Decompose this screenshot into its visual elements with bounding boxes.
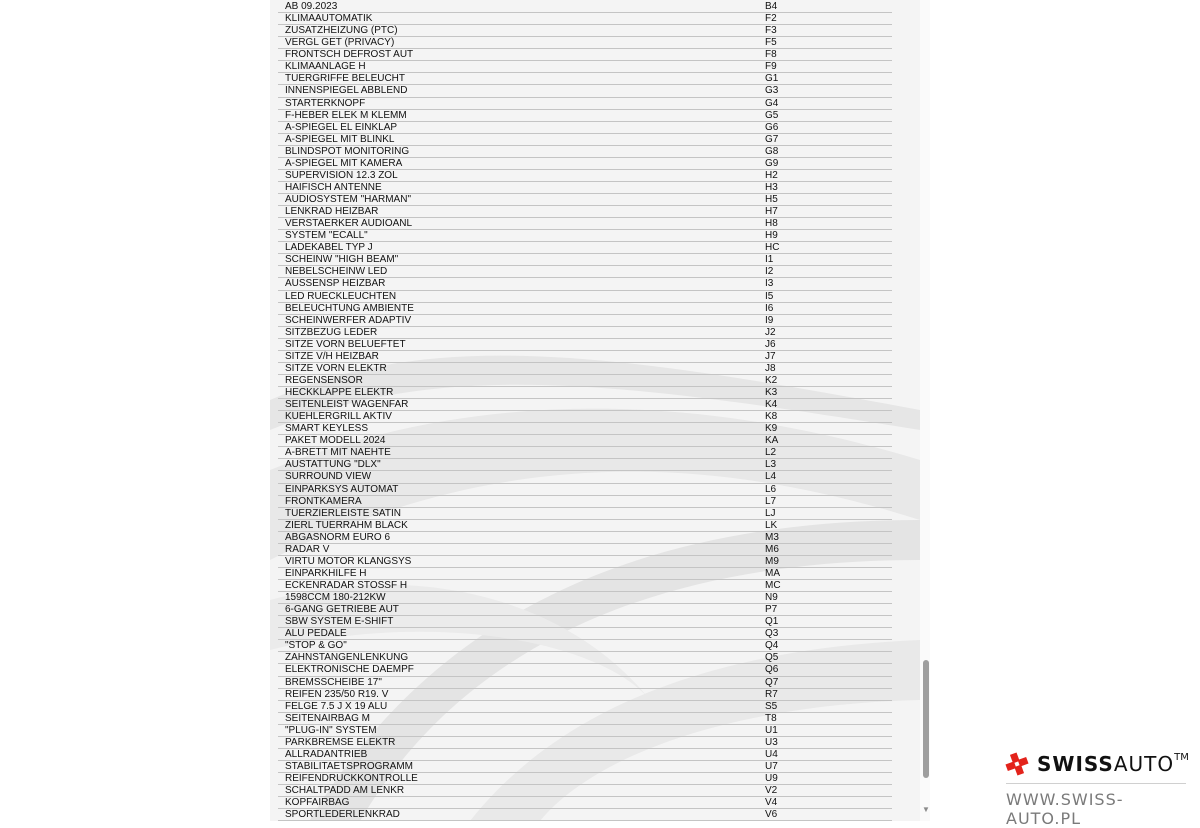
option-row (278, 459, 892, 471)
option-row (278, 254, 892, 266)
option-code: L6 (765, 483, 777, 495)
option-name: FELGE 7.5 J X 19 ALU (285, 700, 388, 712)
option-row (278, 749, 892, 761)
option-name: LADEKABEL TYP J (285, 242, 373, 254)
option-code: J8 (765, 362, 776, 374)
option-row (278, 447, 892, 459)
option-name: VERSTAERKER AUDIOANL (285, 218, 413, 230)
option-name: SITZE VORN ELEKTR (285, 362, 387, 374)
option-name: EINPARKSYS AUTOMAT (285, 483, 399, 495)
option-name: ALLRADANTRIEB (285, 748, 368, 760)
option-name: "PLUG-IN" SYSTEM (285, 724, 377, 736)
option-code: S5 (765, 700, 778, 712)
vertical-scrollbar[interactable] (920, 0, 930, 821)
option-code: H8 (765, 218, 778, 230)
option-row (278, 580, 892, 592)
option-code: H3 (765, 181, 778, 193)
option-name: KLIMAAUTOMATIK (285, 13, 373, 25)
option-name: KUEHLERGRILL AKTIV (285, 411, 392, 423)
option-row (278, 363, 892, 375)
option-name: AUDIOSYSTEM "HARMAN" (285, 194, 412, 205)
option-row (278, 122, 892, 134)
option-row (278, 652, 892, 664)
option-code: J6 (765, 338, 776, 350)
option-name: ELEKTRONISCHE DAEMPF (285, 664, 414, 676)
option-code: HC (765, 242, 780, 254)
option-row (278, 797, 892, 809)
option-code: G4 (765, 97, 779, 109)
option-row (278, 146, 892, 158)
option-name: STABILITAETSPROGRAMM (285, 760, 413, 772)
option-code: KA (765, 435, 779, 447)
swissauto-logo (1005, 751, 1195, 828)
option-code: I2 (765, 266, 774, 278)
option-name: ABGASNORM EURO 6 (285, 531, 391, 543)
option-code: J7 (765, 350, 776, 362)
option-row (278, 471, 892, 483)
option-name: BREMSSCHEIBE 17" (285, 676, 382, 688)
option-row (278, 677, 892, 689)
option-row (278, 98, 892, 110)
option-row (278, 315, 892, 327)
option-code: G5 (765, 109, 779, 121)
option-row (278, 713, 892, 725)
option-name: REGENSENSOR (285, 374, 363, 386)
option-code: U3 (765, 736, 778, 748)
option-code: I1 (765, 254, 774, 266)
option-name: ALU PEDALE (285, 628, 347, 640)
option-code: F9 (765, 61, 777, 73)
option-code: K4 (765, 399, 778, 411)
option-row (278, 206, 892, 218)
option-list (270, 1, 920, 821)
option-name: ZUSATZHEIZUNG (PTC) (285, 25, 398, 37)
option-row (278, 689, 892, 701)
option-name: HAIFISCH ANTENNE (285, 181, 382, 193)
option-row (278, 423, 892, 435)
option-row (278, 49, 892, 61)
option-code: M3 (765, 531, 779, 543)
option-code: MA (765, 567, 780, 579)
option-name: RADAR V (285, 543, 330, 555)
option-row (278, 73, 892, 85)
option-name: PAKET MODELL 2024 (285, 435, 386, 447)
option-row (278, 773, 892, 785)
option-code: F2 (765, 13, 777, 25)
option-code: I5 (765, 290, 774, 302)
option-code: I9 (765, 314, 774, 326)
option-row (278, 604, 892, 616)
option-code: J2 (765, 326, 776, 338)
option-row (278, 761, 892, 773)
option-row (278, 182, 892, 194)
option-name: SBW SYSTEM E-SHIFT (285, 616, 394, 628)
option-name: NEBELSCHEINW LED (285, 266, 388, 278)
option-name: PARKBREMSE ELEKTR (285, 736, 396, 748)
option-code: L4 (765, 471, 777, 483)
option-row (278, 435, 892, 447)
option-name: LED RUECKLEUCHTEN (285, 290, 397, 302)
option-name: VIRTU MOTOR KLANGSYS (285, 555, 412, 567)
option-name: BLINDSPOT MONITORING (285, 145, 410, 157)
option-name: SITZBEZUG LEDER (285, 326, 378, 338)
option-code: R7 (765, 688, 778, 700)
option-name: REIFEN 235/50 R19. V (285, 688, 389, 700)
option-row (278, 640, 892, 652)
option-name: FRONTSCH DEFROST AUT (285, 49, 414, 61)
option-code: LJ (765, 507, 776, 519)
scrollbar-thumb[interactable] (923, 660, 929, 778)
option-code: I6 (765, 302, 774, 314)
option-row (278, 556, 892, 568)
option-code: V2 (765, 785, 778, 797)
option-name: A-SPIEGEL EL EINKLAP (285, 121, 398, 133)
option-name: A-SPIEGEL MIT KAMERA (285, 157, 403, 169)
option-row (278, 266, 892, 278)
option-row (278, 809, 892, 821)
option-name: SCHEINW "HIGH BEAM" (285, 254, 399, 266)
option-name: A-BRETT MIT NAEHTE (285, 447, 391, 459)
option-code: F5 (765, 37, 777, 49)
option-row (278, 194, 892, 206)
option-code: I3 (765, 278, 774, 290)
option-row (278, 375, 892, 387)
option-name: HECKKLAPPE ELEKTR (285, 387, 394, 398)
option-name: EINPARKHILFE H (285, 567, 367, 579)
option-row (278, 170, 892, 182)
option-row (278, 411, 892, 423)
option-name: SEITENLEIST WAGENFAR (285, 399, 409, 411)
option-code: MC (765, 580, 781, 591)
option-row (278, 230, 892, 242)
option-name: REIFENDRUCKKONTROLLE (285, 773, 418, 784)
option-row (278, 158, 892, 170)
option-code: Q5 (765, 652, 779, 664)
option-row (278, 1, 892, 13)
option-code: G3 (765, 85, 779, 97)
option-name: ZAHNSTANGENLENKUNG (285, 652, 409, 664)
logo-url: WWW.SWISS-AUTO.PL (1006, 790, 1124, 828)
option-name: LENKRAD HEIZBAR (285, 206, 379, 218)
option-name: AB 09.2023 (285, 1, 338, 12)
option-name: TUERGRIFFE BELEUCHT (285, 73, 406, 85)
option-code: Q7 (765, 676, 779, 688)
option-name: TUERZIERLEISTE SATIN (285, 507, 401, 519)
option-row (278, 568, 892, 580)
option-name: FRONTKAMERA (285, 495, 362, 507)
option-name: SURROUND VIEW (285, 471, 372, 483)
option-name: A-SPIEGEL MIT BLINKL (285, 133, 395, 145)
option-code: K8 (765, 411, 778, 423)
option-code: U4 (765, 748, 778, 760)
option-row (278, 592, 892, 604)
option-row (278, 327, 892, 339)
option-row (278, 399, 892, 411)
option-code: F8 (765, 49, 777, 61)
option-code: B4 (765, 1, 778, 12)
option-code: LK (765, 519, 778, 531)
option-row (278, 134, 892, 146)
option-code: Q6 (765, 664, 779, 676)
option-row (278, 701, 892, 713)
option-row (278, 85, 892, 97)
option-code: K9 (765, 423, 778, 435)
option-name: ECKENRADAR STOSSF H (285, 580, 408, 591)
option-code: K2 (765, 374, 778, 386)
chevron-down-icon[interactable]: ▼ (922, 805, 930, 814)
option-row (278, 339, 892, 351)
option-name: STARTERKNOPF (285, 97, 366, 109)
option-row (278, 387, 892, 399)
option-name: SUPERVISION 12.3 ZOL (285, 169, 398, 181)
swiss-cross-mark-icon (1005, 752, 1029, 776)
option-name: SCHALTPADD AM LENKR (285, 785, 405, 797)
option-name: SMART KEYLESS (285, 423, 368, 435)
option-code: F3 (765, 25, 777, 37)
option-code: U9 (765, 773, 778, 784)
option-row (278, 737, 892, 749)
option-code: L2 (765, 447, 777, 459)
option-code: T8 (765, 712, 777, 724)
option-row (278, 242, 892, 254)
option-code: L7 (765, 495, 777, 507)
option-code: K3 (765, 387, 778, 398)
option-row (278, 628, 892, 640)
option-code: V6 (765, 809, 778, 821)
option-name: SCHEINWERFER ADAPTIV (285, 314, 412, 326)
option-row (278, 303, 892, 315)
option-row (278, 13, 892, 25)
option-row (278, 278, 892, 290)
option-code: G6 (765, 121, 779, 133)
document-viewer[interactable] (270, 0, 920, 821)
option-name: AUSTATTUNG "DLX" (285, 459, 381, 471)
option-name: BELEUCHTUNG AMBIENTE (285, 302, 414, 314)
option-row (278, 544, 892, 556)
option-code: U7 (765, 760, 778, 772)
option-row (278, 725, 892, 737)
option-row (278, 616, 892, 628)
option-row (278, 25, 892, 37)
option-name: SYSTEM "ECALL" (285, 230, 368, 242)
option-code: H5 (765, 194, 778, 205)
option-row (278, 785, 892, 797)
option-code: N9 (765, 592, 778, 604)
option-name: ZIERL TUERRAHM BLACK (285, 519, 408, 531)
option-code: H7 (765, 206, 778, 218)
option-code: H9 (765, 230, 778, 242)
option-row (278, 61, 892, 73)
option-code: H2 (765, 169, 778, 181)
option-name: SEITENAIRBAG M (285, 712, 371, 724)
option-name: 1598CCM 180-212KW (285, 592, 386, 604)
option-name: SITZE VORN BELUEFTET (285, 338, 406, 350)
option-row (278, 351, 892, 363)
option-name: INNENSPIEGEL ABBLEND (285, 85, 408, 97)
logo-brand-bold: SWISS (1037, 752, 1114, 776)
logo-trademark: TM (1174, 751, 1189, 763)
option-name: 6-GANG GETRIEBE AUT (285, 604, 399, 616)
option-row (278, 110, 892, 122)
logo-brand-light: AUTO (1113, 752, 1175, 776)
option-code: G7 (765, 133, 779, 145)
option-row (278, 218, 892, 230)
option-name: SPORTLEDERLENKRAD (285, 809, 400, 821)
option-code: Q3 (765, 628, 779, 640)
option-row (278, 520, 892, 532)
option-row (278, 496, 892, 508)
option-name: AUSSENSP HEIZBAR (285, 278, 386, 290)
option-code: G8 (765, 145, 779, 157)
option-row (278, 664, 892, 676)
option-code: U1 (765, 724, 778, 736)
option-name: SITZE V/H HEIZBAR (285, 350, 379, 362)
option-name: KLIMAANLAGE H (285, 61, 366, 73)
option-code: G1 (765, 73, 779, 85)
option-name: VERGL GET (PRIVACY) (285, 37, 395, 49)
option-name: "STOP & GO" (285, 640, 347, 652)
option-code: Q1 (765, 616, 779, 628)
option-row (278, 532, 892, 544)
option-code: M6 (765, 543, 779, 555)
option-row (278, 508, 892, 520)
option-name: F-HEBER ELEK M KLEMM (285, 109, 407, 121)
option-code: M9 (765, 555, 779, 567)
option-name: KOPFAIRBAG (285, 797, 350, 809)
option-code: L3 (765, 459, 777, 471)
option-row (278, 291, 892, 303)
option-row (278, 484, 892, 496)
option-row (278, 37, 892, 49)
logo-divider (1006, 783, 1186, 784)
option-code: P7 (765, 604, 778, 616)
option-code: Q4 (765, 640, 779, 652)
option-code: G9 (765, 157, 779, 169)
option-code: V4 (765, 797, 778, 809)
